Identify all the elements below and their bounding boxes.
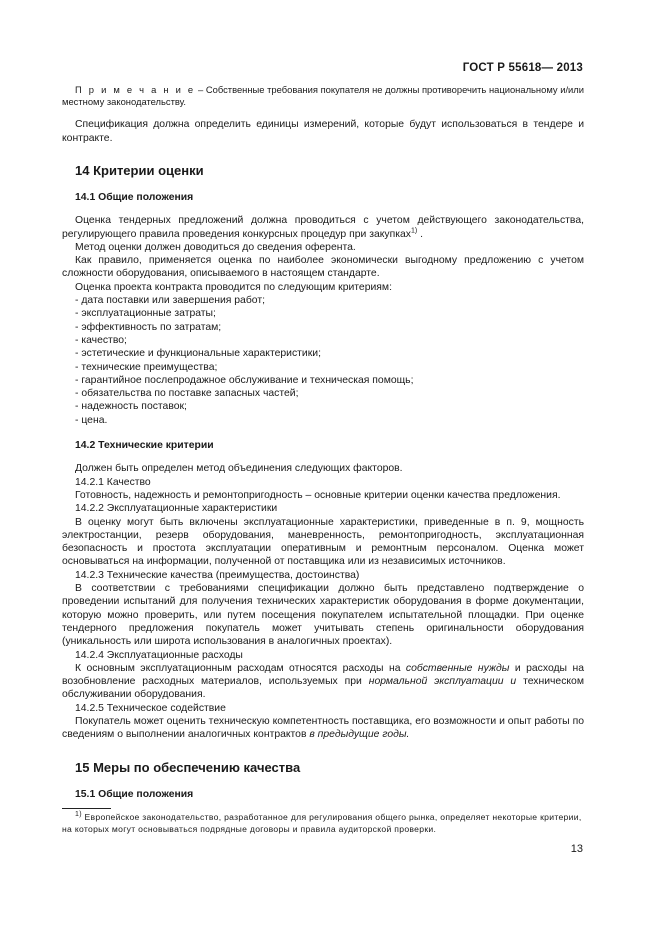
- standard-header: ГОСТ Р 55618— 2013: [462, 62, 583, 74]
- list-item: - технические преимущества;: [75, 361, 218, 373]
- list-item: - гарантийное послепродажное обслуживание и техническая помощь;: [75, 374, 414, 386]
- section-14-2-3-title: 14.2.3 Технические качества (преимущества, достоинства): [75, 569, 360, 581]
- section-14-2-title: 14.2 Технические критерии: [75, 440, 214, 452]
- list-item: - эстетические и функциональные характеристики;: [75, 348, 321, 360]
- section-14-title: 14 Критерии оценки: [75, 163, 204, 178]
- section-14-2-1-title: 14.2.1 Качество: [75, 476, 151, 488]
- footnote-ref: 1): [410, 227, 418, 235]
- paragraph-14-1-d: Оценка проекта контракта проводится по следующим критериям:: [75, 281, 392, 293]
- list-item: - обязательства по поставке запасных частей;: [75, 388, 299, 400]
- section-14-2-5-title: 14.2.5 Техническое содействие: [75, 702, 226, 714]
- list-item: - эксплуатационные затраты;: [75, 308, 216, 320]
- list-item: - дата поставки или завершения работ;: [75, 295, 265, 307]
- paragraph-14-1-a: Оценка тендерных предложений должна проводиться с учетом действующего законодательства, регулирующего правила проведения конкурсных процедур при закупках$^{1)}$ .: [62, 215, 584, 240]
- note-label: П р и м е ч а н и е: [75, 84, 196, 95]
- footnote-text: Европейское законодательство, разработанное для регулирования общего рынка, определяет некоторые критерии, на которых могут основываться подрядные договоры и правила аудиторской проверки.: [62, 812, 582, 834]
- paragraph-14-2-intro: Должен быть определен метод объединения следующих факторов.: [75, 463, 403, 475]
- list-item: - цена.: [75, 414, 108, 426]
- footnote: [62, 811, 584, 835]
- paragraph-14-2-4: К основным эксплуатационным расходам относятся расходы на собственные нужды и расходы на возобновление расходных материалов, используемых при нормальной эксплуатации и техническом обслуживании оборудования.: [62, 662, 584, 701]
- page-number: 13: [570, 843, 583, 855]
- list-item: - качество;: [75, 334, 127, 346]
- paragraph-14-2-1: Готовность, надежность и ремонтопригодность – основные критерии оценки качества предложения.: [75, 489, 561, 501]
- footnote-mark: 1): [75, 811, 82, 819]
- list-item: - эффективность по затратам;: [75, 321, 222, 333]
- paragraph-14-1-b: Метод оценки должен доводиться до сведения оферента.: [75, 241, 356, 253]
- page-body: [62, 84, 584, 811]
- footnote-divider: [62, 808, 111, 809]
- note: [62, 84, 584, 108]
- paragraph-14-2-5: Покупатель может оценить техническую компетентность поставщика, его возможности и опыт работы по сведениям о выполнении аналогичных контрактов в предыдущие годы.: [62, 715, 584, 741]
- note-text: – Собственные требования покупателя не должны противоречить национальному и/или местному законодательству.: [62, 84, 584, 108]
- section-14-2-4-title: 14.2.4 Эксплуатационные расходы: [75, 649, 243, 661]
- paragraph-14-2-2: В оценку могут быть включены эксплуатационные характеристики, приведенные в п. 9, мощность электростанции, резерв оборудования, маневренность, ремонтопригодность, эксплуатационная безопасность и простота эксплуатации оперативным и ремонтным персоналом. Оценка может основываться на информации, полученной от поставщика или из независимых источников.: [62, 516, 584, 568]
- spec-paragraph: Спецификация должна определить единицы измерений, которые будут использоваться в тендере и контракте.: [62, 119, 584, 144]
- section-14-2-2-title: 14.2.2 Эксплуатационные характеристики: [75, 503, 278, 515]
- list-item: - надежность поставок;: [75, 401, 187, 413]
- section-14-1-title: 14.1 Общие положения: [75, 192, 194, 203]
- criteria-list: [62, 294, 584, 427]
- section-15-title: 15 Меры по обеспечению качества: [75, 759, 301, 775]
- paragraph-14-2-3: В соответствии с требованиями спецификации должно быть представлено подтверждение о проведении испытаний для получения технических характеристик оборудования в форме документации, которую можно проверить, или путем посещения покупателем испытательной площадки. При оценке тендерного предложения покупатель может учитывать степень оригинальности оборудования (уникальность или широта использования в аналогичных проектах).: [62, 583, 584, 648]
- section-15-1-title: 15.1 Общие положения: [75, 788, 194, 800]
- paragraph-14-1-c: Как правило, применяется оценка по наиболее экономически выгодному предложению с учетом сложности оборудования, описываемого в настоящем стандарте.: [62, 255, 584, 280]
